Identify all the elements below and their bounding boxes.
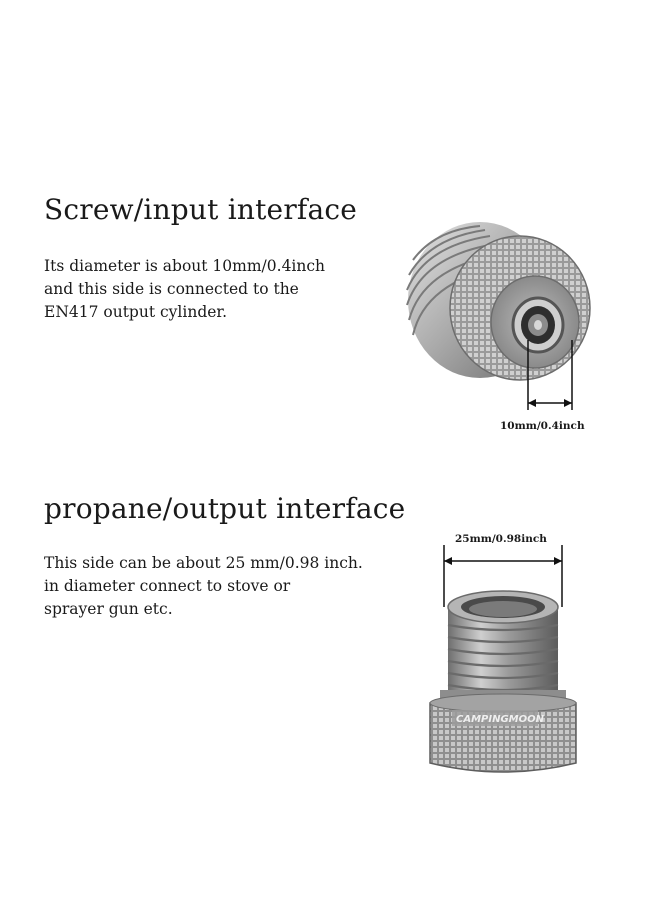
section-description-screw-input	[44, 255, 374, 324]
description-line: sprayer gun etc.	[44, 600, 173, 618]
description-line: This side can be about 25 mm/0.98 inch.	[44, 554, 363, 572]
brand-engraving: CAMPINGMOON	[456, 714, 544, 725]
adapter-screw-side-image	[395, 220, 625, 400]
description-line: in diameter connect to stove or	[44, 577, 291, 595]
adapter-output-side-image	[420, 585, 595, 780]
dimension-marker-10mm	[520, 340, 580, 420]
section-heading-propane-output: propane/output interface	[44, 492, 406, 525]
description-line: Its diameter is about 10mm/0.4inch	[44, 257, 326, 275]
description-line: EN417 output cylinder.	[44, 303, 228, 321]
inlet-pin	[534, 320, 542, 330]
dimension-label-25mm: 25mm/0.98inch	[455, 533, 547, 545]
section-heading-screw-input: Screw/input interface	[44, 193, 358, 226]
section-description-propane-output	[44, 552, 374, 621]
base-top-edge	[430, 694, 576, 712]
dimension-label-10mm: 10mm/0.4inch	[500, 420, 585, 432]
description-line: and this side is connected to the	[44, 280, 299, 298]
inner-wall	[469, 601, 537, 617]
